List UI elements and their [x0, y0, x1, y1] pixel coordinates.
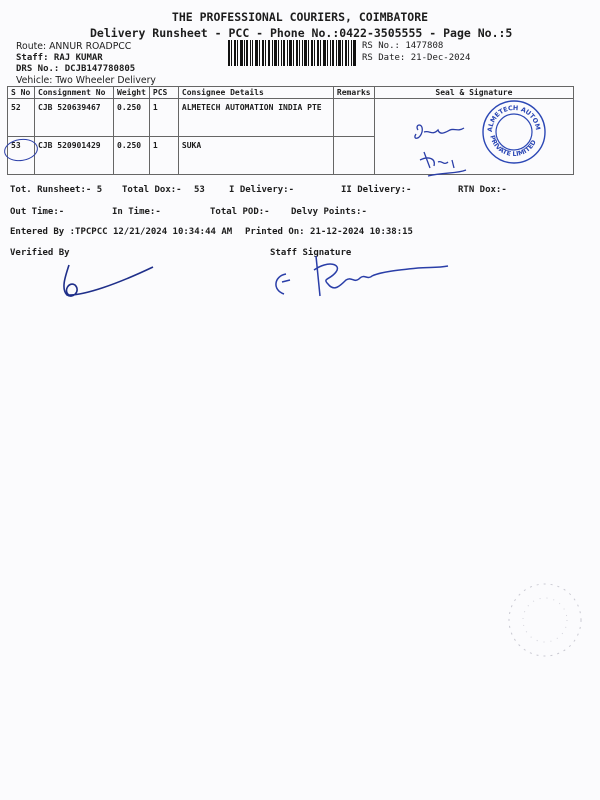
route-label: Route: ANNUR ROADPCC	[16, 41, 132, 52]
i-delivery: I Delivery:-	[229, 185, 295, 195]
drs-number: DRS No.: DCJB147780805	[16, 64, 136, 74]
vehicle-label: Vehicle: Two Wheeler Delivery	[16, 75, 156, 86]
cell-sno: 53	[8, 137, 35, 175]
printed-on: Printed On: 21-12-2024 10:38:15	[245, 227, 413, 237]
seal-top-text: ALMETECH AUTOM	[485, 103, 543, 133]
ii-delivery: II Delivery:-	[341, 185, 412, 195]
cell-consignment: CJB 520901429	[35, 137, 114, 175]
staff-signature-label: Staff Signature	[270, 248, 352, 258]
cell-consignee: ALMETECH AUTOMATION INDIA PTE	[178, 99, 333, 137]
cell-pcs: 1	[149, 137, 178, 175]
header-pcs: PCS	[149, 87, 178, 99]
cell-remarks	[333, 137, 374, 175]
header-remarks: Remarks	[333, 87, 374, 99]
seal-bottom-text: PRIVATE LIMITED	[488, 134, 538, 159]
header-weight: Weight	[114, 87, 150, 99]
cell-weight: 0.250	[114, 99, 150, 137]
in-time: In Time:-	[112, 207, 161, 217]
company-seal	[478, 97, 578, 167]
header-sno: S No	[8, 87, 35, 99]
runsheet-title: Delivery Runsheet - PCC - Phone No.:0422-3505555 - Page No.:5	[90, 26, 513, 40]
cell-weight: 0.250	[114, 137, 150, 175]
company-title: THE PROFESSIONAL COURIERS, COIMBATORE	[171, 10, 429, 24]
cell-consignee: SUKA	[178, 137, 333, 175]
cell-consignment: CJB 520639467	[35, 99, 114, 137]
header-consignee: Consignee Details	[178, 87, 333, 99]
delvy-points: Delvy Points:-	[291, 207, 367, 217]
rs-number: RS No.: 1477808	[362, 41, 444, 51]
total-pod: Total POD:-	[210, 207, 270, 217]
header-seal: Seal & Signature	[374, 87, 573, 99]
barcode-image	[228, 40, 356, 66]
cell-pcs: 1	[149, 99, 178, 137]
verified-signature	[55, 255, 165, 305]
out-time: Out Time:-	[10, 207, 65, 217]
cell-remarks	[333, 99, 374, 137]
verified-by-label: Verified By	[10, 248, 70, 258]
header-consignment: Consignment No	[35, 87, 114, 99]
staff-signature	[268, 250, 458, 306]
receiver-signature	[404, 110, 474, 182]
rs-date: RS Date: 21-Dec-2024	[362, 53, 471, 63]
staff-label: Staff: RAJ KUMAR	[16, 53, 103, 63]
tot-runsheet: Tot. Runsheet:- 5	[10, 185, 103, 195]
entered-by: Entered By :TPCPCC 12/21/2024 10:34:44 AM	[10, 227, 233, 237]
faint-stamp-residue	[500, 575, 590, 665]
cell-sno: 52	[8, 99, 35, 137]
rtn-dox: RTN Dox:-	[458, 185, 507, 195]
total-dox-label: Total Dox:-	[122, 185, 182, 195]
total-dox-value: 53	[194, 185, 205, 195]
